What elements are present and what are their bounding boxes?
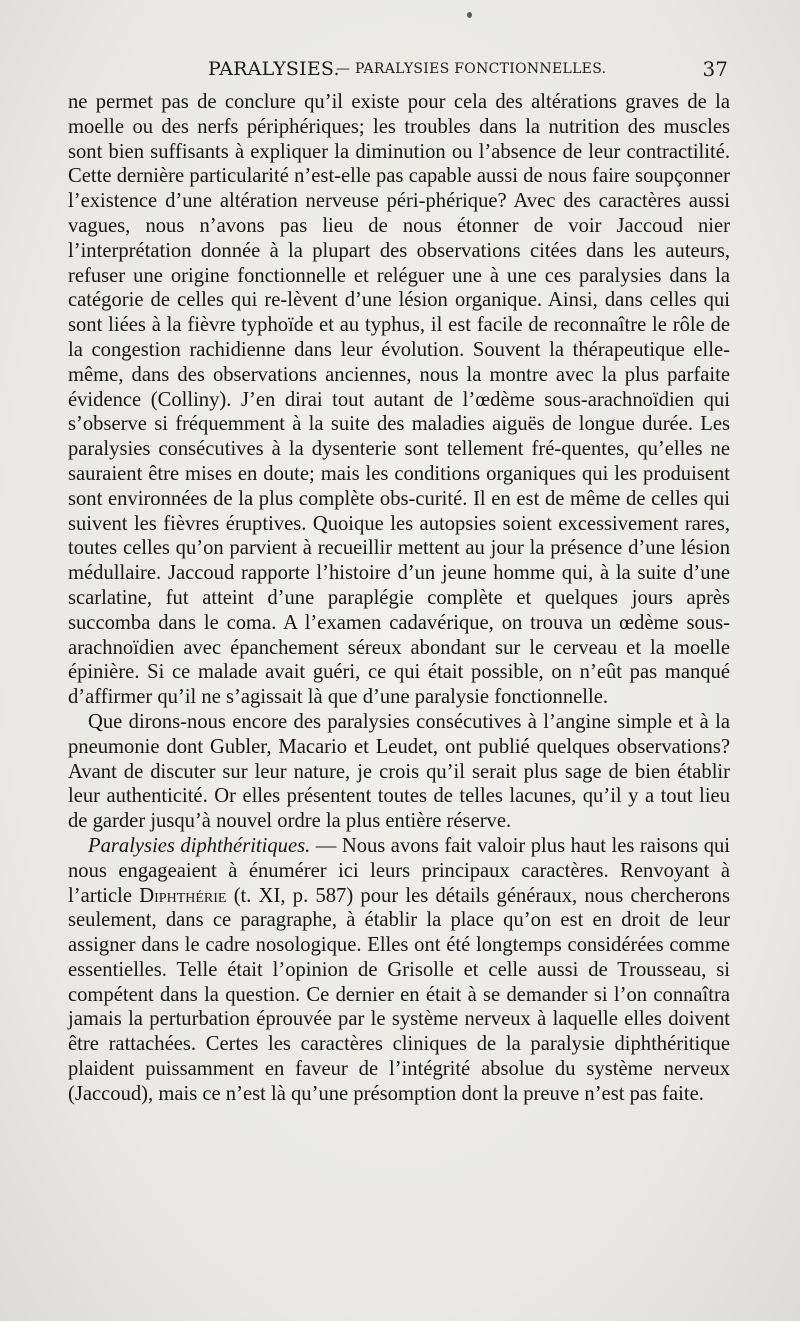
header-subtitle: — PARALYSIES FONCTIONNELLES. — [336, 61, 607, 77]
paragraph-1: ne permet pas de conclure qu’il existe pour cela des altérations graves de la moelle ou des nerfs périphériques; les troubles dans la nutrition des muscles sont bien suffisants à expliquer la diminution ou l’absence de leur contractilité. Cette dernière particularité n’est-elle pas capable aussi de nous faire soupçonner l’existence d’une altération nerveuse péri-phérique? Avec des caractères aussi vagues, nous n’avons pas lieu de nous étonner de voir Jaccoud nier l’interprétation donnée à la plupart des observations citées dans les auteurs, refuser une origine fonctionnelle et reléguer une à une ces paralysies dans la catégorie de celles qui re-lèvent d’une lésion organique. Ainsi, dans celles qui sont liées à la fièvre typhoïde et au typhus, il est facile de reconnaître le rôle de la congestion rachidienne dans leur évolution. Souvent la thérapeutique elle-même, dans des observations anciennes, nous la montre avec la plus parfaite évidence (Colliny). J’en dirai tout autant de l’œdème sous-arachnoïdien qui s’observe si fréquemment à la suite des maladies aiguës de longue durée. Les paralysies consécutives à la dysenterie sont tellement fré-quentes, qu’elles ne sauraient être mises en doute; mais les conditions organiques qui les produisent sont environnées de la plus complète obs-curité. Il en est de même de celles qui suivent les fièvres éruptives. Quoique les autopsies soient excessivement rares, toutes celles qu’on parvient à recueillir mettent au jour la présence d’une lésion médullaire. Jaccoud rapporte l’histoire d’un jeune homme qui, à la suite d’une scarlatine, fut atteint d’une paraplégie complète et quelques jours après succomba dans le coma. A l’examen cadavérique, on trouva un œdème sous-arachnoïdien avec épanchement séreux abondant sur le cerveau et la moelle épinière. Si ce malade avait guéri, ce qui était possible, on n’eût pas manqué d’affirmer qu’il ne s’agissait là que d’une paralysie fonctionnelle. — [68, 91, 730, 709]
article-reference: Diphthérie — [139, 884, 227, 907]
page-number: 37 — [702, 57, 728, 81]
paragraph-3-text-b: (t. XI, p. 587) pour les détails généraux, nous chercherons seulement, dans ce paragraphe, à établir la place qu’on est en droit de leur assigner dans le cadre nosologique. Elles ont été longtemps considérées comme essentielles. Telle était l’opinion de Grisolle et celle aussi de Trousseau, si compétent dans la question. Ce dernier en était à se demander si l’on connaîtra jamais la perturbation éprouvée par le système nerveux à laquelle elles doivent être rattachées. Certes les caractères cliniques de la paralysie diphthéritique plaident puissamment en faveur de l’intégrité absolue du système nerveux (Jaccoud), mais ce n’est là qu’une présomption dont la preuve n’est pas faite. — [68, 884, 730, 1105]
paragraph-2: Que dirons-nous encore des paralysies consécutives à l’angine simple et à la pneumonie dont Gubler, Macario et Leudet, ont publié quelques observations? Avant de discuter sur leur nature, je crois qu’il serait plus sage de bien établir leur authenticité. Or elles présentent toutes de telles lacunes, qu’il y a tout lieu de garder jusqu’à nouvel ordre la plus entière réserve. — [68, 710, 730, 833]
running-header — [68, 56, 728, 82]
section-heading: Paralysies diphthéritiques. — [88, 834, 311, 857]
ink-speck — [467, 12, 472, 18]
paragraph-3-text-a: — Nous avons fait valoir plus haut les raisons qui nous engageaient à énumérer ici leurs principaux caractères. Renvoyant à l’article — [68, 834, 731, 907]
header-title: PARALYSIES. — [208, 58, 340, 80]
paragraph-3 — [68, 834, 730, 1107]
body-text — [68, 90, 730, 1107]
